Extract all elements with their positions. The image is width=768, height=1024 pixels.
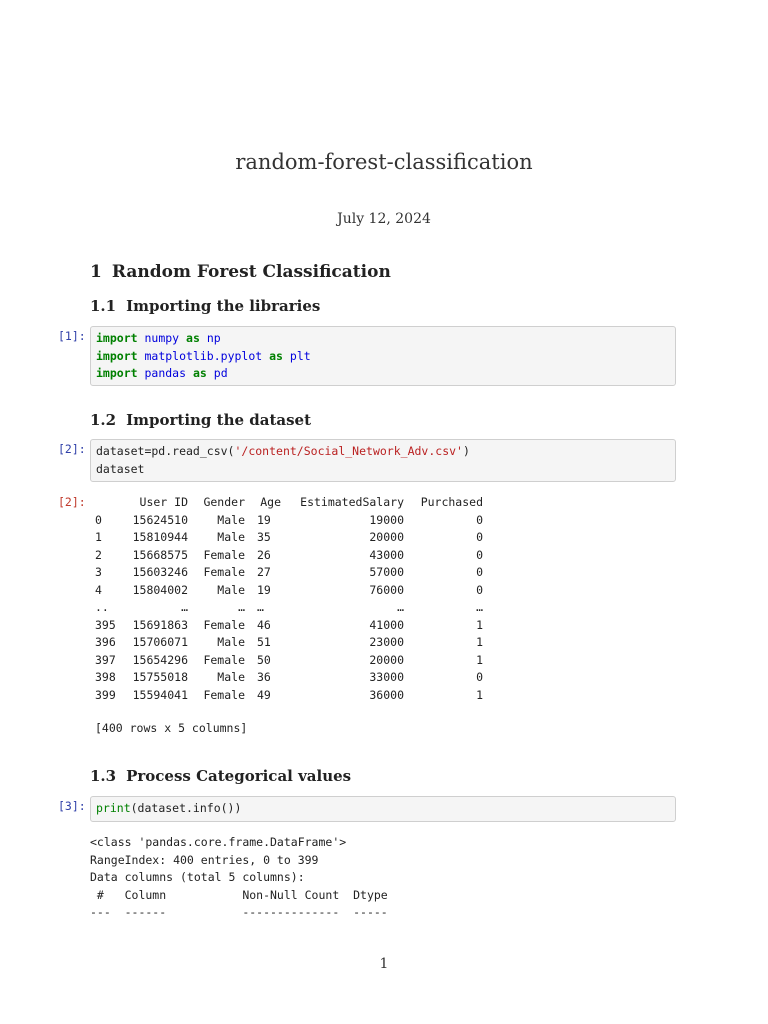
table-cell: … bbox=[181, 600, 188, 614]
table-cell: Female bbox=[203, 565, 245, 579]
table-cell: 19 bbox=[257, 582, 271, 597]
code-line: dataset bbox=[96, 461, 145, 476]
table-row bbox=[95, 617, 483, 635]
subsection-heading-1-2 bbox=[90, 411, 311, 429]
table-cell: 1 bbox=[476, 687, 483, 702]
table-cell: 15594041 bbox=[132, 687, 188, 702]
output-line: <class 'pandas.core.frame.DataFrame'> bbox=[90, 835, 347, 849]
subsection-title: Importing the libraries bbox=[126, 297, 321, 315]
table-row bbox=[95, 582, 483, 600]
table-cell: 1 bbox=[95, 530, 102, 544]
table-cell: Female bbox=[203, 687, 245, 702]
table-cell: 19 bbox=[257, 512, 271, 527]
document-title: random-forest-classification bbox=[235, 150, 533, 174]
table-cell: 43000 bbox=[369, 547, 404, 562]
output-line: Data columns (total 5 columns): bbox=[90, 870, 305, 884]
table-cell: 50 bbox=[257, 652, 271, 667]
table-cell: 0 bbox=[476, 670, 483, 684]
table-cell: 15804002 bbox=[132, 582, 188, 597]
table-row bbox=[95, 564, 483, 582]
table-cell: 35 bbox=[257, 530, 271, 544]
table-cell: 33000 bbox=[369, 670, 404, 684]
output-2-prompt: [2]: bbox=[58, 495, 86, 509]
table-cell: 15668575 bbox=[132, 547, 188, 562]
subsection-number: 1.3 bbox=[90, 767, 117, 785]
code-cell-3[interactable] bbox=[90, 796, 676, 822]
table-cell: 36 bbox=[257, 670, 271, 684]
table-cell: 0 bbox=[476, 547, 483, 562]
table-cell: Female bbox=[203, 652, 245, 667]
table-cell: 76000 bbox=[369, 582, 404, 597]
table-cell: 15706071 bbox=[132, 635, 188, 649]
output-line: RangeIndex: 400 entries, 0 to 399 bbox=[90, 852, 319, 867]
table-cell: 19000 bbox=[369, 512, 404, 527]
table-row bbox=[95, 512, 483, 530]
cell-1-prompt: [1]: bbox=[58, 329, 86, 343]
table-cell: 0 bbox=[476, 530, 483, 544]
column-header: Age bbox=[260, 495, 281, 509]
table-cell: 2 bbox=[95, 547, 102, 562]
subsection-number: 1.1 bbox=[90, 297, 117, 315]
subsection-heading-1-3 bbox=[90, 767, 351, 785]
table-cell: 15624510 bbox=[132, 512, 188, 527]
table-cell: 396 bbox=[95, 635, 116, 649]
page-number: 1 bbox=[379, 956, 389, 972]
column-header: Gender bbox=[203, 495, 245, 509]
table-cell: 23000 bbox=[369, 635, 404, 649]
table-header-row bbox=[95, 494, 483, 512]
column-header: EstimatedSalary bbox=[300, 495, 404, 509]
table-cell: 1 bbox=[476, 652, 483, 667]
table-cell: 395 bbox=[95, 617, 116, 632]
table-cell: Male bbox=[217, 512, 245, 527]
table-cell: 57000 bbox=[369, 565, 404, 579]
document-date: July 12, 2024 bbox=[337, 211, 431, 227]
table-row bbox=[95, 547, 483, 565]
table-cell: … bbox=[238, 600, 245, 614]
code-line: dataset=pd.read_csv('/content/Social_Network_Adv.csv') bbox=[96, 444, 470, 458]
table-row bbox=[95, 687, 483, 705]
subsection-title: Process Categorical values bbox=[126, 767, 352, 785]
table-cell: 0 bbox=[95, 512, 102, 527]
output-line: # Column Non-Null Count Dtype bbox=[90, 887, 388, 902]
table-cell: Female bbox=[203, 547, 245, 562]
table-cell: 46 bbox=[257, 617, 271, 632]
table-row bbox=[95, 634, 483, 652]
table-cell: 15654296 bbox=[132, 652, 188, 667]
table-cell: … bbox=[397, 600, 404, 614]
output-line: --- ------ -------------- ----- bbox=[90, 905, 388, 919]
code-line: import matplotlib.pyplot as plt bbox=[96, 348, 311, 363]
table-row bbox=[95, 652, 483, 670]
table-cell: 398 bbox=[95, 670, 116, 684]
cell-2-prompt: [2]: bbox=[58, 442, 86, 456]
section-number: 1 bbox=[90, 262, 102, 282]
table-cell: 49 bbox=[257, 687, 271, 702]
table-cell: 15810944 bbox=[132, 530, 188, 544]
table-cell: 51 bbox=[257, 635, 271, 649]
table-cell: 397 bbox=[95, 652, 116, 667]
code-cell-2[interactable] bbox=[90, 439, 676, 482]
table-cell: 1 bbox=[476, 635, 483, 649]
table-cell: 3 bbox=[95, 565, 102, 579]
column-header: Purchased bbox=[420, 495, 483, 509]
subsection-heading-1-1 bbox=[90, 297, 320, 315]
column-header: User ID bbox=[139, 495, 188, 509]
table-cell: 27 bbox=[257, 565, 271, 579]
table-cell: 15755018 bbox=[132, 670, 188, 684]
table-cell: Female bbox=[203, 617, 245, 632]
subsection-title: Importing the dataset bbox=[126, 411, 312, 429]
table-cell: 0 bbox=[476, 565, 483, 579]
table-cell: 0 bbox=[476, 582, 483, 597]
table-cell: 20000 bbox=[369, 530, 404, 544]
dataframe-output-table bbox=[95, 494, 483, 704]
code-cell-1[interactable] bbox=[90, 326, 676, 386]
table-cell: 0 bbox=[476, 512, 483, 527]
table-cell: 399 bbox=[95, 687, 116, 702]
table-row bbox=[95, 599, 483, 617]
code-line: import pandas as pd bbox=[96, 366, 228, 380]
section-heading-1 bbox=[90, 262, 391, 282]
table-cell: 1 bbox=[476, 617, 483, 632]
table-cell: Male bbox=[217, 530, 245, 544]
table-cell: 4 bbox=[95, 582, 102, 597]
table-cell: Male bbox=[217, 670, 245, 684]
code-line: print(dataset.info()) bbox=[96, 801, 242, 815]
table-cell: Male bbox=[217, 582, 245, 597]
cell-3-prompt: [3]: bbox=[58, 799, 86, 813]
table-cell: … bbox=[257, 600, 264, 614]
table-cell: Male bbox=[217, 635, 245, 649]
code-line: import numpy as np bbox=[96, 331, 221, 345]
table-cell: 41000 bbox=[369, 617, 404, 632]
table-cell: 15603246 bbox=[132, 565, 188, 579]
table-cell: … bbox=[476, 600, 483, 614]
table-cell: 36000 bbox=[369, 687, 404, 702]
table-row bbox=[95, 669, 483, 687]
subsection-number: 1.2 bbox=[90, 411, 117, 429]
column-header bbox=[95, 494, 130, 512]
table-cell: 20000 bbox=[369, 652, 404, 667]
table-cell: 15691863 bbox=[132, 617, 188, 632]
dataframe-summary: [400 rows x 5 columns] bbox=[95, 721, 248, 735]
section-title: Random Forest Classification bbox=[111, 262, 391, 282]
table-row bbox=[95, 529, 483, 547]
table-cell: 26 bbox=[257, 547, 271, 562]
info-output bbox=[90, 834, 388, 922]
table-cell: .. bbox=[95, 600, 109, 614]
